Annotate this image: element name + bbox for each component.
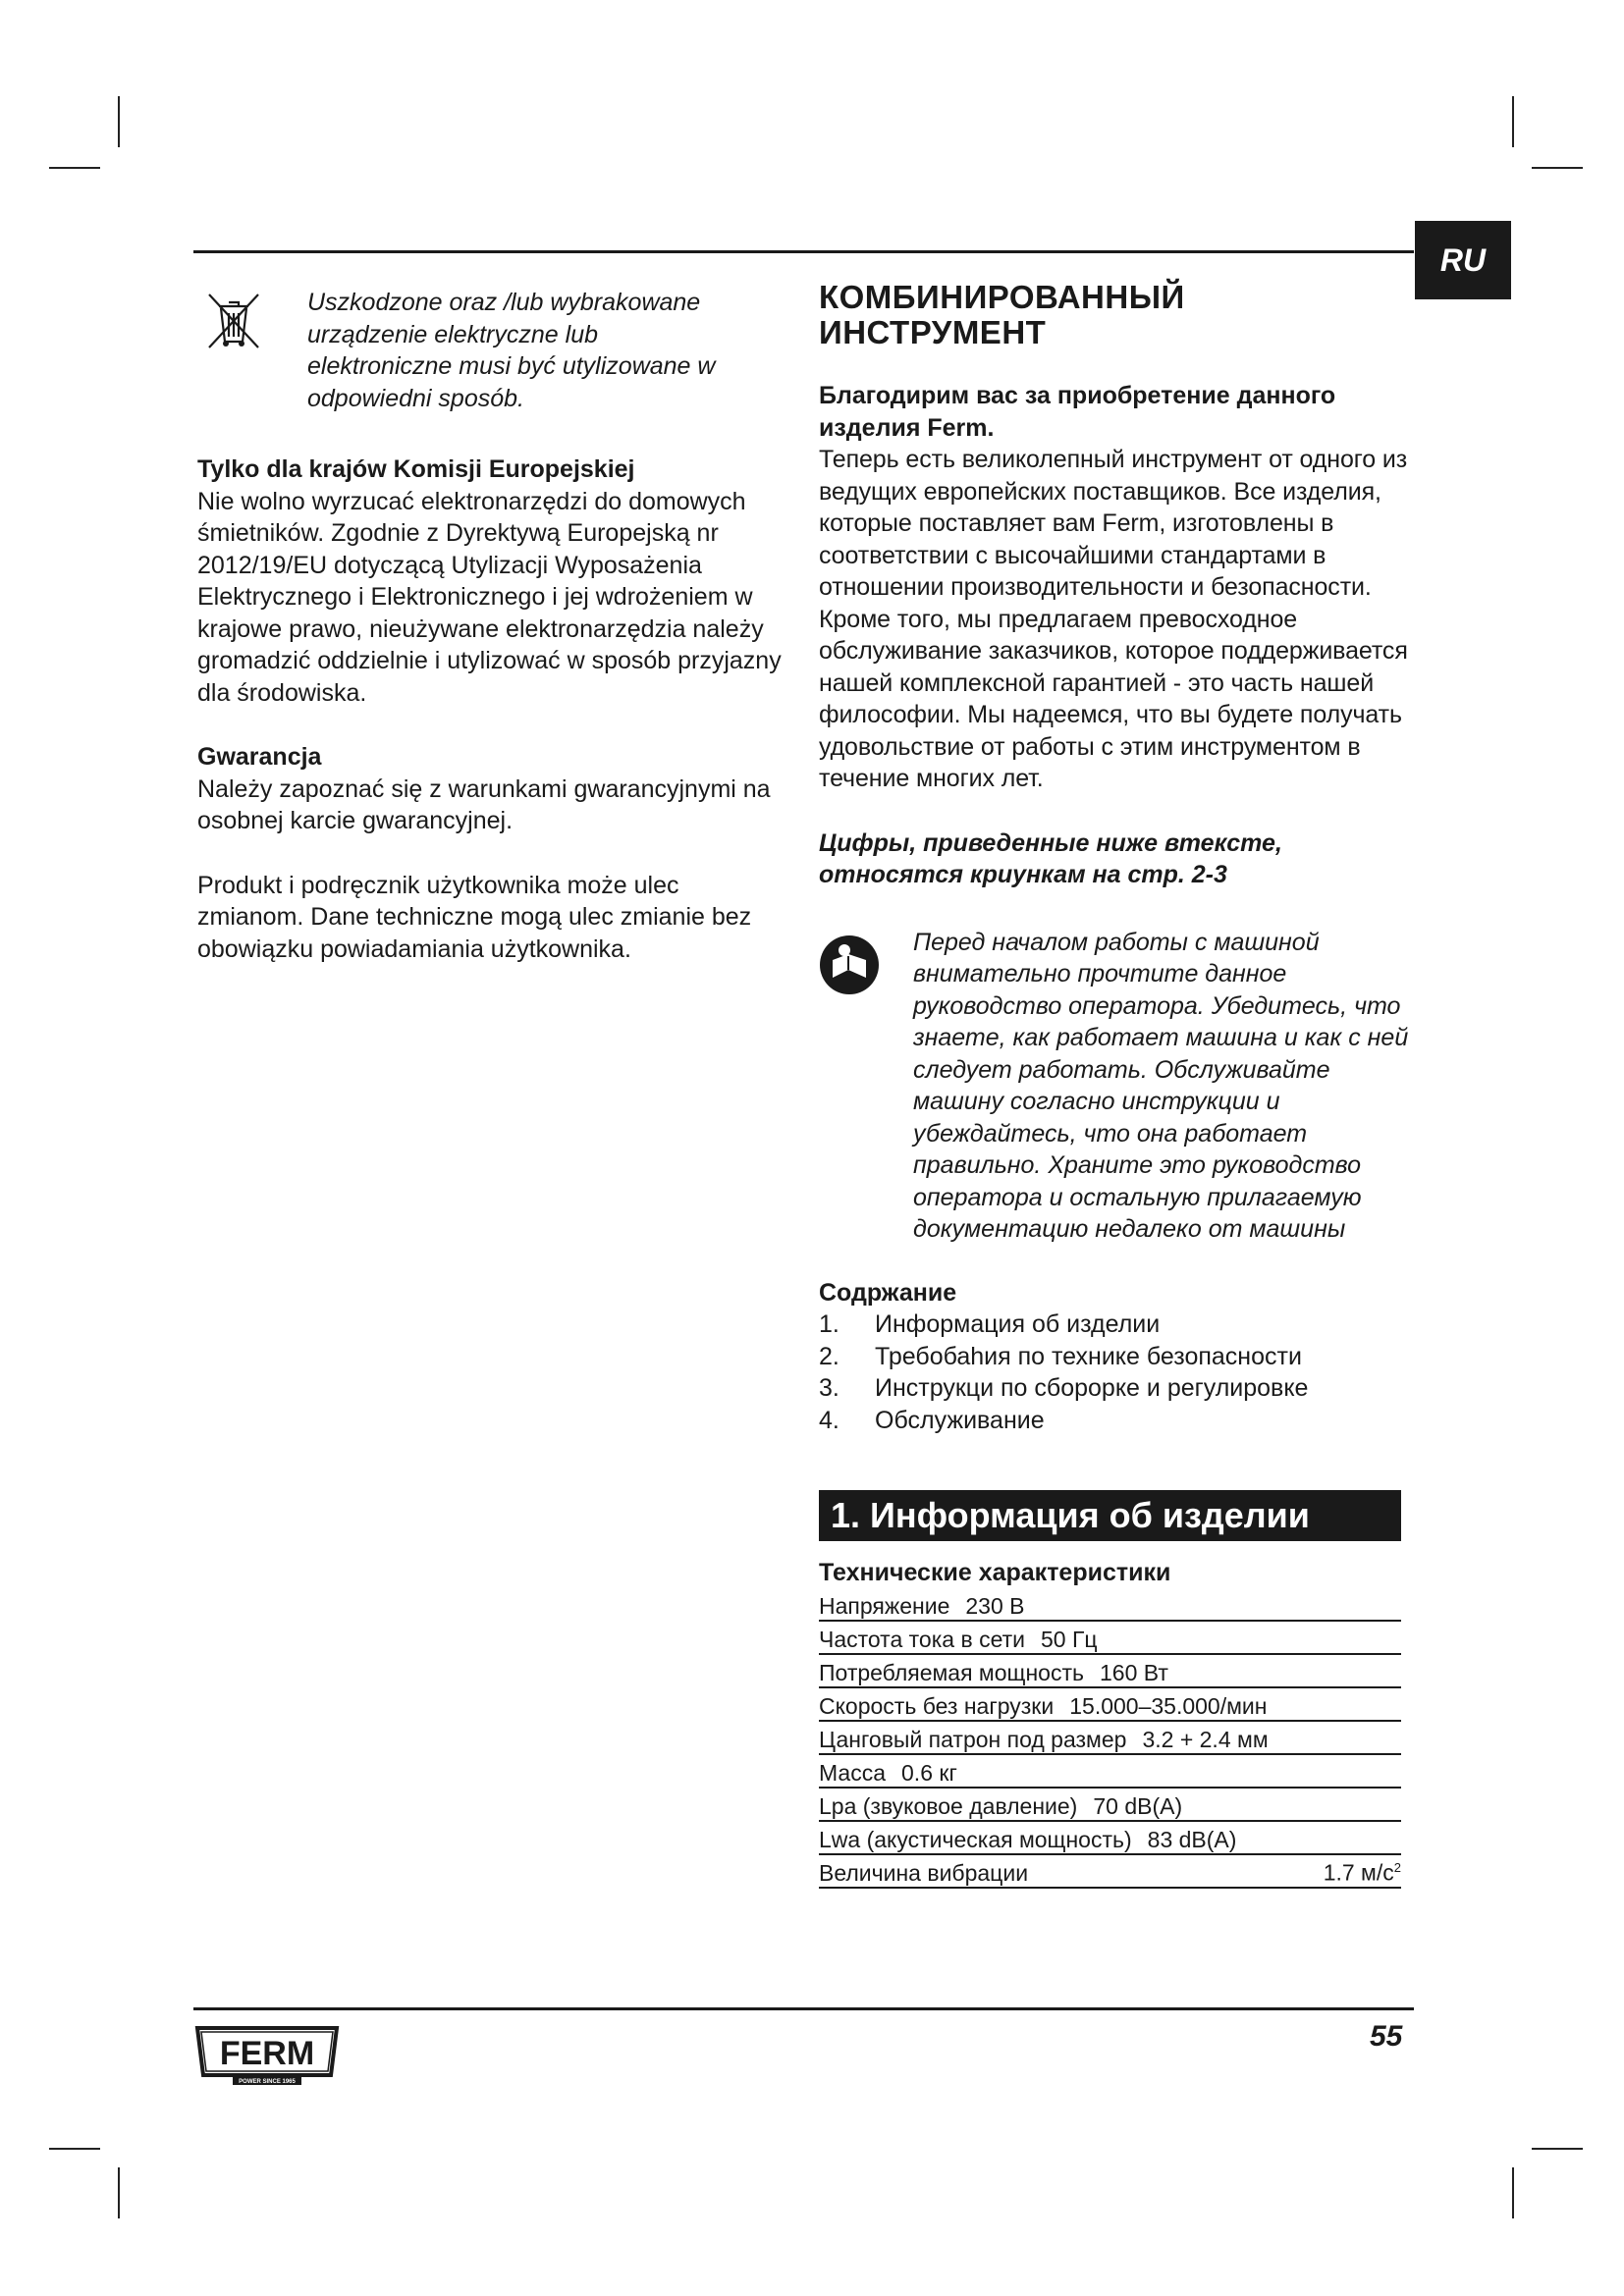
crop-mark — [1532, 167, 1583, 169]
spec-row: Величина вибрации 1.7 $м/с^2$ — [819, 1855, 1401, 1889]
language-tab: RU — [1415, 221, 1511, 299]
title-line-1: КОМБИНИРОВАННЫЙ — [819, 279, 1185, 315]
spec-row: Lpa (звуковое давление) 70 dB(A) — [819, 1789, 1401, 1822]
warranty-heading: Gwarancja — [197, 743, 322, 771]
contents-item: 2. Требобаhия по технике безопасности — [819, 1342, 1302, 1370]
manual-note — [819, 927, 1413, 1246]
crossed-bin-icon — [199, 287, 268, 355]
product-note: Produkt i podręcznik użytkownika może ulec zmianom. Dane techniczne mogą ulec zmianie bez obowiązku powiadamiania użytkownika. — [197, 871, 752, 963]
crop-mark — [1512, 2167, 1514, 2218]
contents-list — [819, 1308, 1413, 1436]
right-column — [819, 280, 1413, 1889]
crop-mark — [118, 2167, 120, 2218]
eu-heading: Tylko dla krajów Komisji Europejskiej — [197, 455, 635, 483]
spec-row: Напряжение 230 В — [819, 1588, 1401, 1622]
page-title — [819, 280, 1413, 350]
spec-row: Lwa (акустическая мощность) 83 dB(A) — [819, 1822, 1401, 1855]
manual-note-text: Перед началом работы с машиной внимательно прочтите данное руководство оператора. Убедитесь, что знаете, как работает машина и как с ней следует работать. Обслуживайте машину согласно инструкции и убеждайтесь, что она работает правильно. Храните это руководство оператора и остальную прилагаемую документацию недалеко от машины — [913, 928, 1409, 1243]
specs-heading: Технические характеристики — [819, 1559, 1171, 1586]
contents-heading: Содржание — [819, 1278, 957, 1307]
crop-mark — [1532, 2148, 1583, 2150]
left-column — [197, 287, 786, 997]
title-line-2: ИНСТРУМЕНТ — [819, 314, 1047, 350]
section-title-bar: 1. Информация об изделии — [819, 1490, 1401, 1541]
read-manual-icon — [819, 934, 880, 995]
logo-text: FERM — [219, 2035, 315, 2072]
contents-item: 4. Обслуживание — [819, 1406, 1045, 1434]
spec-row: Масса 0.6 кг — [819, 1755, 1401, 1789]
intro-text: Теперь есть великолепный инструмент от одного из ведущих европейских поставщиков. Все изделия, которые поставляет вам Ferm, изготовлены в соответствии с высочайшими стандартами в отношении производительности и безопасности. Кроме того, мы предлагаем превосходное обслуживание заказчиков, которое поддерживается нашей комплексной гарантией - это часть нашей философии. Мы надеемся, что вы будете получать удовольствие от работы с этим инструментом в течение многих лет. — [819, 446, 1408, 792]
logo-tagline: POWER SINCE 1965 — [239, 2079, 296, 2085]
contents-item: 3. Инструкци по сборорке и регулировке — [819, 1374, 1309, 1402]
crop-mark — [118, 96, 120, 147]
spec-row: Скорость без нагрузки 15.000–35.000/мин — [819, 1688, 1401, 1722]
superscript-exponent: 2 — [1393, 1860, 1401, 1876]
page-number: 55 — [1370, 2020, 1403, 2053]
crop-mark — [49, 167, 100, 169]
disposal-note — [197, 287, 786, 414]
eu-text: Nie wolno wyrzucać elektronarzędzi do domowych śmietników. Zgodnie z Dyrektywą Europejską nr 2012/19/EU dotyczącą Utylizacji Wyposażenia Elektrycznego i Elektronicznego i jej wdrożeniem w krajowe prawo, nieużywane elektronarzędzia należy gromadzić oddzielnie i utylizować w sposób przyjazny dla środowiska. — [197, 487, 782, 707]
ferm-logo — [193, 2024, 341, 2087]
spec-row: Цанговый патрон под размер 3.2 + 2.4 мм — [819, 1722, 1401, 1755]
crop-mark — [49, 2148, 100, 2150]
specs-table — [819, 1588, 1413, 1889]
crop-mark — [1512, 96, 1514, 147]
header-rule — [193, 250, 1414, 253]
disposal-note-text: Uszkodzone oraz /lub wybrakowane urządzenie elektryczne lub elektroniczne musi być utylizowane w odpowiedni sposób. — [307, 289, 716, 412]
thanks-heading: Благодирим вас за приобретение данного изделия Ferm. — [819, 382, 1336, 442]
spec-row: Потребляемая мощность 160 Вт — [819, 1655, 1401, 1688]
spec-row: Частота тока в сети 50 Гц — [819, 1622, 1401, 1655]
figures-note: Цифры, приведенные ниже втексте, относятся криункам на стр. 2-3 — [819, 828, 1282, 888]
footer-rule — [193, 2007, 1414, 2010]
contents-item: 1. Информация об изделии — [819, 1310, 1161, 1338]
warranty-text: Należy zapoznać się z warunkami gwarancyjnymi na osobnej karcie gwarancyjnej. — [197, 774, 771, 834]
